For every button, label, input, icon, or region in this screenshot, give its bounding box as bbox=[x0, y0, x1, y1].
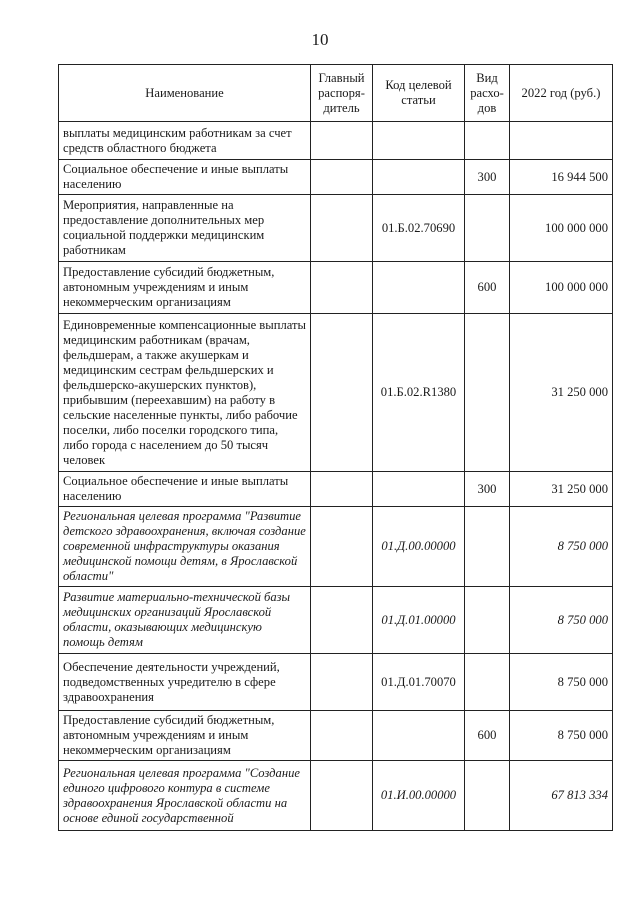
cell-glavny bbox=[311, 472, 373, 507]
cell-vid bbox=[465, 761, 510, 831]
table-row bbox=[59, 654, 613, 711]
cell-name: Региональная целевая программа "Создание единого цифрового контура в системе здравоохранения Ярославской области на основе единой государственной bbox=[59, 761, 311, 831]
cell-name: Социальное обеспечение и иные выплаты населению bbox=[59, 472, 311, 507]
cell-vid bbox=[465, 122, 510, 160]
table-header-row bbox=[59, 65, 613, 122]
cell-amount: 8 750 000 bbox=[510, 507, 613, 587]
table-row bbox=[59, 711, 613, 761]
page-number: 10 bbox=[311, 30, 329, 49]
cell-amount: 67 813 334 bbox=[510, 761, 613, 831]
cell-code: 01.Д.01.00000 bbox=[373, 587, 465, 654]
cell-glavny bbox=[311, 587, 373, 654]
table-row bbox=[59, 122, 613, 160]
column-header-code: Код целевой статьи bbox=[373, 65, 465, 122]
cell-name: Мероприятия, направленные на предоставление дополнительных мер социальной поддержки медицинским работникам bbox=[59, 195, 311, 262]
cell-vid: 300 bbox=[465, 160, 510, 195]
table-row bbox=[59, 507, 613, 587]
column-header-glavny: Главный распоря-дитель bbox=[311, 65, 373, 122]
cell-vid: 600 bbox=[465, 262, 510, 314]
cell-code bbox=[373, 711, 465, 761]
cell-amount: 16 944 500 bbox=[510, 160, 613, 195]
cell-amount: 100 000 000 bbox=[510, 195, 613, 262]
cell-amount: 100 000 000 bbox=[510, 262, 613, 314]
cell-vid bbox=[465, 195, 510, 262]
cell-code: 01.Д.00.00000 bbox=[373, 507, 465, 587]
cell-glavny bbox=[311, 761, 373, 831]
cell-amount: 8 750 000 bbox=[510, 587, 613, 654]
table-row bbox=[59, 761, 613, 831]
column-header-name: Наименование bbox=[59, 65, 311, 122]
cell-vid bbox=[465, 314, 510, 472]
cell-glavny bbox=[311, 195, 373, 262]
table-row bbox=[59, 472, 613, 507]
cell-name: Предоставление субсидий бюджетным, автономным учреждениям и иным некоммерческим организациям bbox=[59, 262, 311, 314]
cell-glavny bbox=[311, 122, 373, 160]
table-row bbox=[59, 195, 613, 262]
cell-name: Единовременные компенсационные выплаты медицинским работникам (врачам, фельдшерам, а также акушеркам и медицинским сестрам фельдшерских и фельдшерско-акушерских пунктов), прибывшим (переехавшим) на работу в сельские населенные пункты, либо рабочие поселки, либо поселки городского типа, либо города с населением до 50 тысяч человек bbox=[59, 314, 311, 472]
cell-glavny bbox=[311, 711, 373, 761]
cell-code: 01.Б.02.R1380 bbox=[373, 314, 465, 472]
cell-name: Социальное обеспечение и иные выплаты населению bbox=[59, 160, 311, 195]
cell-amount: 8 750 000 bbox=[510, 654, 613, 711]
cell-amount: 31 250 000 bbox=[510, 472, 613, 507]
cell-name: Развитие материально-технической базы медицинских организаций Ярославской области, оказывающих медицинскую помощь детям bbox=[59, 587, 311, 654]
cell-code bbox=[373, 122, 465, 160]
table-row bbox=[59, 160, 613, 195]
cell-glavny bbox=[311, 654, 373, 711]
cell-code: 01.И.00.00000 bbox=[373, 761, 465, 831]
cell-amount: 8 750 000 bbox=[510, 711, 613, 761]
cell-code bbox=[373, 262, 465, 314]
table-row bbox=[59, 587, 613, 654]
table-row bbox=[59, 262, 613, 314]
cell-code: 01.Д.01.70070 bbox=[373, 654, 465, 711]
cell-glavny bbox=[311, 507, 373, 587]
cell-name: Обеспечение деятельности учреждений, подведомственных учредителю в сфере здравоохранения bbox=[59, 654, 311, 711]
cell-glavny bbox=[311, 160, 373, 195]
cell-name: Предоставление субсидий бюджетным, автономным учреждениям и иным некоммерческим организациям bbox=[59, 711, 311, 761]
column-header-year: 2022 год (руб.) bbox=[510, 65, 613, 122]
cell-vid: 300 bbox=[465, 472, 510, 507]
cell-amount: 31 250 000 bbox=[510, 314, 613, 472]
cell-amount bbox=[510, 122, 613, 160]
cell-code: 01.Б.02.70690 bbox=[373, 195, 465, 262]
cell-vid bbox=[465, 507, 510, 587]
cell-vid bbox=[465, 654, 510, 711]
cell-glavny bbox=[311, 314, 373, 472]
table-row bbox=[59, 314, 613, 472]
cell-code bbox=[373, 472, 465, 507]
cell-code bbox=[373, 160, 465, 195]
budget-table bbox=[58, 64, 613, 831]
cell-name: Региональная целевая программа "Развитие детского здравоохранения, включая создание современной инфраструктуры оказания медицинской помощи детям, в Ярославской области" bbox=[59, 507, 311, 587]
column-header-vid: Вид расхо-дов bbox=[465, 65, 510, 122]
cell-vid: 600 bbox=[465, 711, 510, 761]
cell-name: выплаты медицинским работникам за счет средств областного бюджета bbox=[59, 122, 311, 160]
cell-vid bbox=[465, 587, 510, 654]
cell-glavny bbox=[311, 262, 373, 314]
